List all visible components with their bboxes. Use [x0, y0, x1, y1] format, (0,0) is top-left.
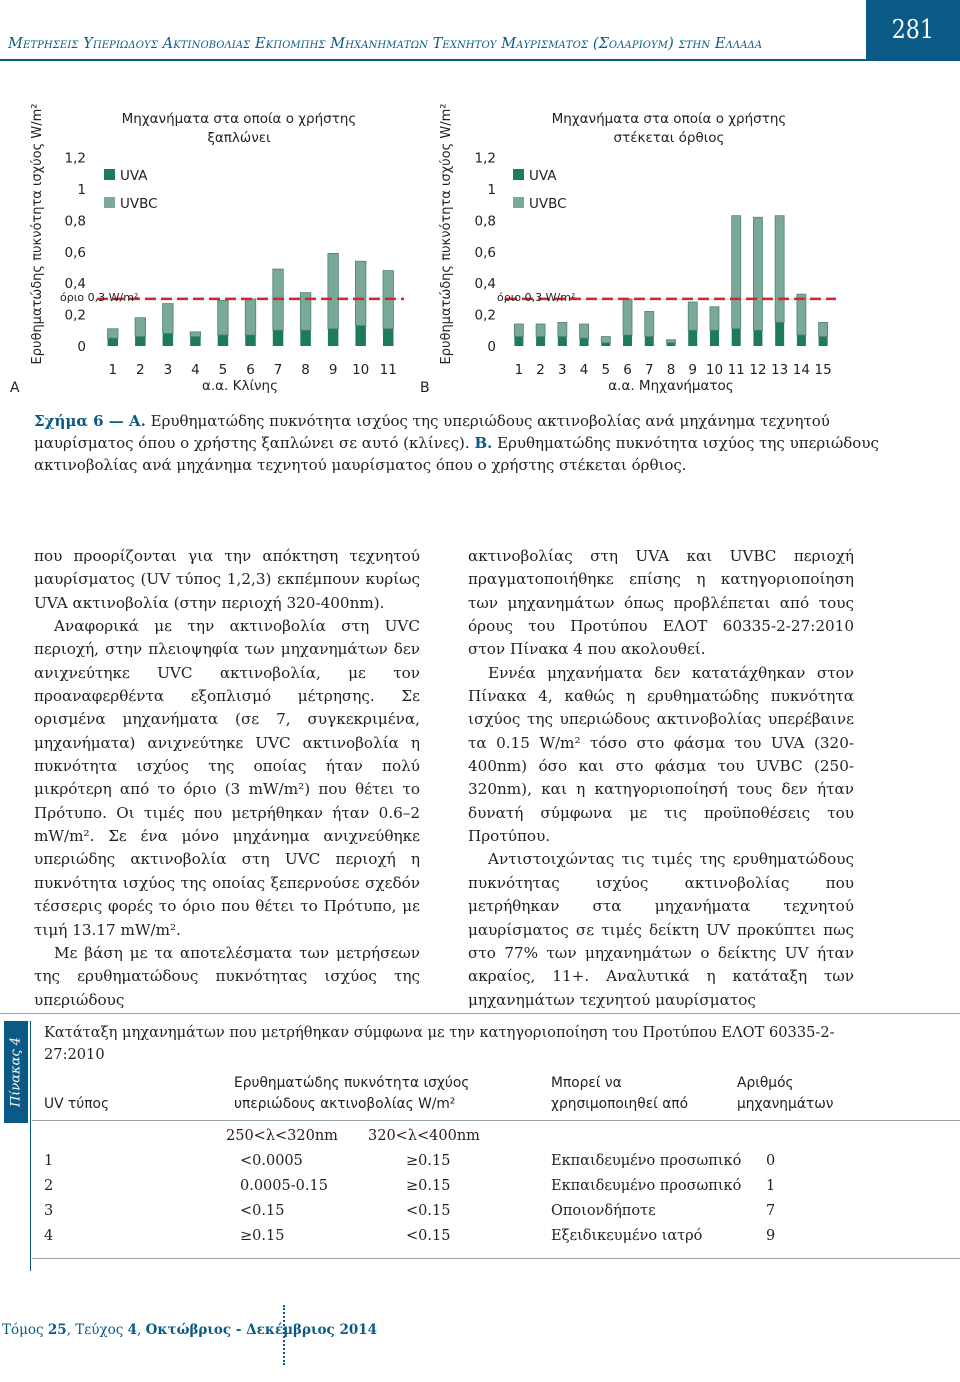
bar-uva: [135, 337, 146, 346]
sub-range-a: 250<λ<320nm: [226, 1128, 338, 1144]
x-tick-label: 2: [536, 362, 545, 378]
table-cell-count: 1: [766, 1178, 776, 1194]
bar-uva: [601, 343, 610, 346]
th-power-2: υπεριώδους ακτινοβολίας W/m²: [234, 1096, 456, 1112]
legend-label-uvbc: UVBC: [120, 196, 158, 212]
page-number: [866, 0, 960, 60]
left-column: [34, 545, 420, 1012]
x-tick-label: 12: [749, 362, 767, 378]
th-use-1: Μπορεί να: [551, 1075, 622, 1091]
bar-uva: [355, 326, 366, 346]
th-power-1: Ερυθηματώδης πυκνότητα ισχύος: [234, 1075, 470, 1091]
bar-uva: [328, 329, 339, 346]
caption-text-a: Ερυθηματώδης πυκνότητα ισχύος της υπεριώδους ακτινοβολίας ανά μηχάνημα τεχνητού μαυρίσματος όπου ο χρήστης ξαπλώνει σε αυτό (κλίνες).: [34, 412, 830, 452]
table-cell-a: <0.0005: [240, 1153, 303, 1169]
y-tick-label: 0,4: [474, 276, 496, 293]
table-cell-use: Εκπαιδευμένο προσωπικό: [551, 1178, 742, 1194]
y-tick-label: 0,4: [64, 276, 86, 293]
table-cell-b: ≥0.15: [406, 1153, 451, 1169]
bar-uvbc: [163, 304, 174, 334]
x-tick-label: 3: [163, 362, 173, 378]
bar-uva: [688, 330, 697, 346]
legend-label-uva: UVA: [529, 168, 557, 184]
th-uv-type: UV τύπος: [44, 1096, 110, 1112]
table-cell-count: 7: [766, 1203, 776, 1219]
bar-uvbc: [355, 261, 366, 325]
y-axis-label: Ερυθηματώδης πυκνότητα ισχύος W/m²: [30, 103, 45, 365]
caption-label: Σχήμα 6 — Α.: [34, 412, 146, 430]
right-paragraph-3: Αντιστοιχώντας τις τιμές της ερυθηματώδους πυκνότητας ισχύος ακτινοβολίας που μετρήθηκαν στα μηχανήματα τεχνητού μαυρίσματος σε τιμές δείκτη UV προκύπτει πως στο 77% των μηχανημάτων ο δείκτης UV ήταν ακραίος, 11+. Αναλυτικά η κατάταξη των μηχανημάτων τεχνητού μαυρίσματος: [468, 850, 854, 1009]
bar-uva: [245, 335, 256, 346]
bar-uvbc: [135, 318, 146, 337]
panel-letter: Β: [420, 380, 430, 396]
bar-uva: [645, 337, 654, 346]
bar-uva: [753, 330, 762, 346]
y-tick-label: 0,8: [64, 213, 86, 230]
table-cell-type: 3: [44, 1203, 54, 1219]
running-header: Μετρησεις Υπεριωδους Ακτινοβολιας Εκπομπης Μηχανηματων Τεχνητου Μαυρισματος (Σολαριουμ) στην Ελλαδα: [8, 36, 763, 52]
bar-uva: [580, 338, 589, 346]
x-tick-label: 9: [688, 362, 698, 378]
th-use-2: χρησιμοποιηθεί από: [551, 1096, 689, 1112]
bar-uva: [383, 329, 394, 346]
bar-uva: [558, 337, 567, 346]
x-tick-label: 7: [644, 362, 654, 378]
x-tick-label: 9: [328, 362, 338, 378]
y-tick-label: 1,2: [474, 150, 496, 167]
bar-uvbc: [667, 340, 676, 343]
x-tick-label: 7: [273, 362, 283, 378]
legend-swatch-uvbc: [104, 197, 115, 208]
x-tick-label: 6: [246, 362, 255, 378]
right-paragraph-1: ακτινοβολίας στη UVA και UVBC περιοχή πραγματοποιήθηκε επίσης η κατηγοριοποίηση των μηχανημάτων όπως προβλέπεται από τους όρους του Προτύπου ΕΛΟΤ 60335-2-27:2010 στον Πίνακα 4 που ακολουθεί.: [468, 547, 854, 659]
table-bottom-rule: [32, 1258, 960, 1259]
x-tick-label: 3: [558, 362, 567, 378]
x-tick-label: 13: [771, 362, 789, 378]
footer-period: Οκτώβριος - Δεκέμβριος 2014: [145, 1322, 378, 1338]
bar-uva: [710, 330, 719, 346]
table-cell-use: Οποιονδήποτε: [551, 1203, 656, 1219]
chart-title-2: ξαπλώνει: [207, 130, 271, 146]
y-tick-label: 0,6: [64, 244, 86, 261]
y-tick-label: 1: [77, 182, 86, 198]
bar-uva: [623, 335, 632, 346]
y-axis-label: Ερυθηματώδης πυκνότητα ισχύος W/m²: [439, 103, 454, 365]
caption-text-b: Ερυθηματώδης πυκνότητα ισχύος της υπεριώδους ακτινοβολίας ανά μηχάνημα τεχνητού μαυρίσματος όπου ο χρήστης στέκεται όρθιος.: [34, 434, 879, 474]
page-number-text: 281: [891, 15, 935, 45]
legend-label-uvbc: UVBC: [529, 196, 567, 212]
bar-uvbc: [623, 299, 632, 335]
x-tick-label: 1: [514, 362, 524, 378]
footer-prefix: Τόμος: [2, 1322, 48, 1338]
bar-uvbc: [688, 302, 697, 330]
x-tick-label: 4: [191, 362, 200, 378]
chart-b: [420, 100, 840, 400]
right-column: [468, 545, 854, 1012]
table-cell-use: Εξειδικευμένο ιατρό: [551, 1228, 703, 1244]
chart-title-1: Μηχανήματα στα οποία ο χρήστης: [121, 111, 357, 127]
th-count-2: μηχανημάτων: [737, 1096, 834, 1112]
right-paragraph-2: Εννέα μηχανήματα δεν κατατάχθηκαν στον Πίνακα 4, καθώς η ερυθηματώδης πυκνότητα ισχύος της υπεριώδους ακτινοβολίας υπερέβαινε τα 0.15 W/m² τόσο στο φάσμα του UVA (320-400nm) όσο και στο φάσμα του UVBC (250-320nm), και η κατηγοριοποίησή τους δεν ήταν δυνατή σύμφωνα με τις προϋποθέσεις του Προτύπου.: [468, 663, 854, 846]
x-tick-label: 8: [301, 362, 310, 378]
bar-uvbc: [558, 322, 567, 336]
bar-uvbc: [601, 337, 610, 343]
table-cell-a: <0.15: [240, 1203, 285, 1219]
footer-divider: [283, 1305, 287, 1365]
y-tick-label: 0,2: [474, 307, 496, 324]
bar-uvbc: [645, 311, 654, 336]
table-cell-b: ≥0.15: [406, 1178, 451, 1194]
bar-uva: [732, 329, 741, 346]
table-cell-type: 1: [44, 1153, 54, 1169]
bar-uva: [273, 330, 284, 346]
th-count-1: Αριθμός: [737, 1075, 794, 1091]
x-tick-label: 8: [666, 362, 676, 378]
y-tick-label: 1,2: [64, 150, 86, 167]
x-tick-label: 11: [727, 362, 745, 378]
y-tick-label: 0,2: [64, 307, 86, 324]
table-cell-a: ≥0.15: [240, 1228, 285, 1244]
table-tab: [4, 1021, 28, 1123]
chart-title-2: στέκεται όρθιος: [613, 130, 725, 146]
bar-uva: [775, 322, 784, 346]
bar-uva: [218, 335, 229, 346]
bar-uvbc: [328, 253, 339, 328]
bar-uvbc: [108, 329, 119, 338]
x-tick-label: 11: [379, 362, 397, 378]
x-tick-label: 1: [108, 362, 118, 378]
limit-label: όριο 0,3 W/m²: [60, 290, 139, 304]
left-paragraph-3: Με βάση με τα αποτελέσματα των μετρήσεων της ερυθηματώδους πυκνότητας ισχύος της υπεριώδους: [34, 943, 420, 1009]
figure-caption: [34, 410, 926, 476]
footer-issue: 4: [127, 1322, 138, 1338]
footer-mid: , Τεύχος: [66, 1322, 128, 1338]
bar-uvbc: [580, 324, 589, 338]
y-tick-label: 0,6: [474, 244, 496, 261]
bar-uvbc: [797, 294, 806, 335]
y-tick-label: 1: [487, 182, 496, 198]
legend-swatch-uva: [513, 169, 524, 180]
bar-uvbc: [732, 216, 741, 329]
bar-uva: [667, 343, 676, 346]
bar-uva: [300, 330, 311, 346]
bar-uvbc: [753, 217, 762, 330]
x-tick-label: 5: [601, 362, 611, 378]
table-cell-b: <0.15: [406, 1228, 451, 1244]
table-header-rule: [32, 1120, 960, 1121]
bar-uva: [514, 337, 523, 346]
x-axis-label: α.α. Μηχανήματος: [608, 378, 734, 394]
limit-label: όριο 0,3 W/m²: [497, 290, 576, 304]
table-cell-type: 4: [44, 1228, 54, 1244]
x-tick-label: 2: [136, 362, 145, 378]
table-tab-label: Πίνακας 4: [8, 1036, 24, 1108]
footer: [2, 1322, 377, 1338]
bar-uvbc: [536, 324, 545, 337]
bar-uvbc: [819, 322, 828, 336]
bar-uva: [190, 337, 201, 346]
chart-title-1: Μηχανήματα στα οποία ο χρήστης: [551, 111, 787, 127]
bar-uvbc: [190, 332, 201, 337]
bar-uva: [108, 338, 119, 346]
table-top-rule: [0, 1013, 960, 1014]
x-tick-label: 6: [623, 362, 632, 378]
bar-uvbc: [775, 216, 784, 323]
table-side-rule: [30, 1021, 31, 1271]
table-cell-a: 0.0005-0.15: [240, 1178, 328, 1194]
y-tick-label: 0,8: [474, 213, 496, 230]
x-tick-label: 4: [579, 362, 589, 378]
bar-uva: [819, 337, 828, 346]
caption-label-b: Β.: [474, 434, 493, 452]
footer-sep: ,: [137, 1322, 146, 1338]
x-tick-label: 10: [352, 362, 370, 378]
header-rule: [0, 59, 960, 61]
x-tick-label: 15: [814, 362, 832, 378]
left-paragraph-2: Αναφορικά με την ακτινοβολία στη UVC περιοχή, στην πλειοψηφία των μηχανημάτων δεν ανιχνεύτηκε UVC ακτινοβολία, με τον προαναφερθέντα εξοπλισμό μέτρησης. Σε ορισμένα μηχανήματα (σε 7, συγκεκριμένα, μηχανήματα) ανιχνεύτηκε UVC ακτινοβολία η πυκνότητα ισχύος της οποίας ήταν πολύ μικρότερη από το όριο (3 mW/m²) που θέτει το Πρότυπο. Οι τιμές που μετρήθηκαν ήταν 0.6–2 mW/m². Σε ένα μόνο μηχάνημα ανιχνεύθηκε υπεριώδης ακτινοβολία στη UVC περιοχή η πυκνότητα ισχύος της οποίας ξεπερνούσε σχεδόν τέσσερις φορές το όριο που θέτει το Πρότυπο, με τιμή 13.17 mW/m².: [34, 617, 420, 939]
sub-range-b: 320<λ<400nm: [368, 1128, 480, 1144]
footer-volume: 25: [47, 1322, 67, 1338]
bar-uvbc: [710, 307, 719, 331]
x-tick-label: 5: [218, 362, 228, 378]
bar-uva: [163, 333, 174, 346]
chart-a: [0, 100, 420, 400]
legend-label-uva: UVA: [120, 168, 148, 184]
panel-letter: Α: [10, 380, 20, 396]
bar-uvbc: [514, 324, 523, 337]
bar-uva: [797, 335, 806, 346]
table-cell-count: 9: [766, 1228, 776, 1244]
table-cell-use: Εκπαιδευμένο προσωπικό: [551, 1153, 742, 1169]
table-title: Κατάταξη μηχανημάτων που μετρήθηκαν σύμφωνα με την κατηγοριοποίηση του Προτύπου ΕΛΟΤ 60335-2-27:2010: [44, 1024, 835, 1063]
y-tick-label: 0: [77, 339, 86, 355]
table-cell-type: 2: [44, 1178, 54, 1194]
y-tick-label: 0: [487, 339, 496, 355]
x-axis-label: α.α. Κλίνης: [201, 378, 279, 394]
bar-uvbc: [218, 300, 229, 335]
bar-uva: [536, 337, 545, 346]
legend-swatch-uva: [104, 169, 115, 180]
table-cell-b: <0.15: [406, 1203, 451, 1219]
left-paragraph-1: που προορίζονται για την απόκτηση τεχνητού μαυρίσματος (UV τύπος 1,2,3) εκπέμπουν κυρίως UVA ακτινοβολία (στην περιοχή 320-400nm).: [34, 547, 420, 612]
x-tick-label: 10: [705, 362, 724, 378]
bar-uvbc: [245, 299, 256, 335]
table-cell-count: 0: [766, 1153, 776, 1169]
x-tick-label: 14: [792, 362, 810, 378]
legend-swatch-uvbc: [513, 197, 524, 208]
